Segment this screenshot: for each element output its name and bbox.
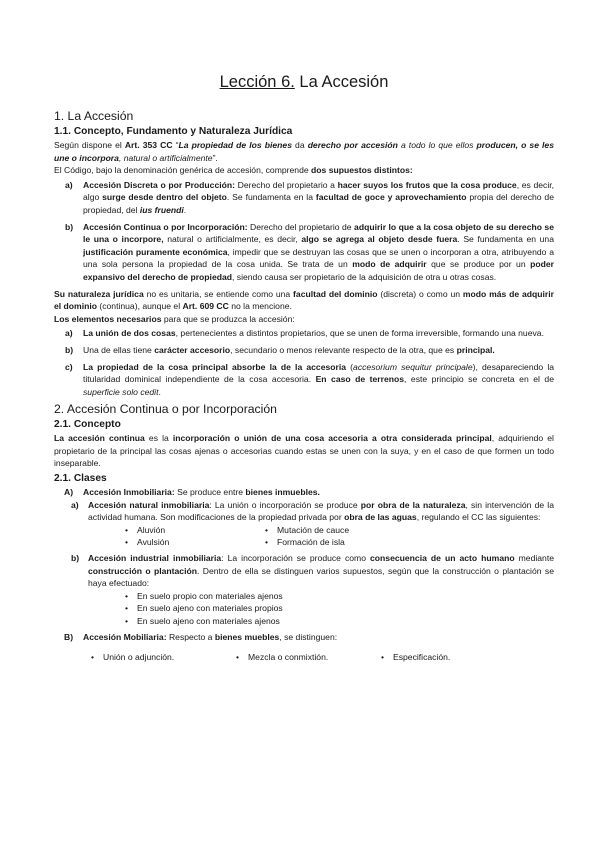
bullet-formacion: • Formación de isla (260, 536, 400, 549)
industrial-bullets (120, 590, 554, 628)
list-item-union: a) La unión de dos cosas, pertenecientes a distintos propietarios, que se unen de forma irreversible, formando una nueva. (65, 328, 544, 339)
clases-list (54, 486, 554, 664)
bullet-avulsion: • Avulsión (120, 536, 260, 549)
bullet-aluvion: • Aluvión (120, 524, 260, 537)
inmobiliaria-sublist (54, 499, 554, 628)
lesson-name: La Accesión (294, 73, 389, 91)
bullet-union: • Unión o adjunción. (86, 651, 231, 664)
supuestos-list (54, 179, 554, 284)
list-item-continua: b) Accesión Continua o por Incorporación: Derecho del propietario de adquirir lo que a la cosa objeto de su derecho se le una o incorpore, natural o artificialmente, es decir, algo se agrega al objeto desde fuera. Se fundamenta en una justificación puramente económica, impedir que se destruyan las cosas que se unen o incorporan a otra, atribuyendo a una sola persona la propiedad de la cosa unida. Se trata de un modo de adquirir que se produce por un poder expansivo del derecho de propiedad, siendo causa ser propietario de la adquisición de otra u otras cosas. (65, 221, 554, 282)
list-item-industrial-inmobiliaria: b) Accesión industrial inmobiliaria: La incorporación se produce como consecuencia de un acto humano mediante construcción o plantación. Dentro de ella se distinguen varios supuestos, según que la construcción o plantación se haya efectuado: • En suelo propio con materiales ajenos • En suelo ajeno con materiales propios • En suelo ajeno con materiales ajenos (54, 552, 554, 628)
list-item-natural-inmobiliaria: a) Accesión natural inmobiliaria: La unión o incorporación se produce por obra de la naturaleza, sin intervención de la actividad humana. Son modificaciones de la propiedad privada por obra de las aguas, regulando el CC las siguientes: • Aluvión • Mutación de cauce • Avulsión • Formación de isla (54, 499, 554, 549)
lesson-number: Lección 6. (219, 73, 295, 91)
list-item-mobiliaria: B) Accesión Mobiliaria: Respecto a bienes muebles, se distinguen: • Unión o adjunción. • Mezcla o conmixtión. • Especificación. (54, 631, 554, 664)
list-item-propiedad: c) La propiedad de la cosa principal absorbe la de la accesoria (accesorium sequitur principale), desapareciendo la titularidad dominical independiente de la cosa accesoria. En caso de terrenos, este principio se concreta en el de superficie solo cedit. (65, 361, 555, 397)
paragraph-elementos: Los elementos necesarios para que se produzca la accesión: (54, 313, 295, 324)
section-1-heading: 1. La Accesión (54, 109, 134, 123)
lesson-title (54, 72, 554, 92)
paragraph-accesion-continua: La accesión continua es la incorporación o unión de una cosa accesoria a otra considerada principal, adquiriendo el propietario de la principal las cosas ajenas o accesorias cuando estas se unen con la suya, y en el caso de que formen un todo inseparable. (54, 433, 554, 469)
section-2-heading: 2. Accesión Continua o por Incorporación (54, 402, 277, 417)
section-2-1-clases-heading: 2.1. Clases (54, 473, 107, 485)
paragraph-art-353: Según dispone el Art. 353 CC “La propiedad de los bienes da derecho por accesión a todo lo que ellos producen, o se les une o incorpora, natural o artificialmente”. (54, 140, 554, 163)
paragraph-naturaleza: Su naturaleza jurídica no es unitaria, se entiende como una facultad del dominio (discreta) o como un modo más de adquirir el dominio (continua), aunque el Art. 609 CC no la mencione. (54, 288, 554, 312)
list-item-accesorio: b) Una de ellas tiene carácter accesorio, secundario o menos relevante respecto de la otra, que es principal. (65, 344, 495, 355)
bullet-suelo-ajeno-ajenos: • En suelo ajeno con materiales ajenos (120, 615, 554, 628)
bullet-especificacion: • Especificación. (376, 651, 516, 664)
list-item-inmobiliaria: A) Accesión Inmobiliaria: Se produce entre bienes inmuebles. a) Accesión natural inmobiliaria: La unión o incorporación se produce por obra de la naturaleza, sin intervención de la actividad humana. Son modificaciones de la propiedad privada por obra de las aguas, regulando el CC las siguientes: • Aluvión • Mutación de cauce • Avulsión • Formación de isla b) Accesión industrial inmobiliaria: La incorporación se produce como consecuencia de un acto humano mediante construcción o plantación. Dentro de ella se distinguen varios supuestos, según que la construcción o plantación se haya efectuado: • En suelo propio con materiales ajenos • En suelo ajeno con materiales propios • En suelo ajeno con materiales ajenos (54, 486, 554, 628)
bullet-suelo-ajeno-propios: • En suelo ajeno con materiales propios (120, 602, 554, 615)
paragraph-dos-supuestos: El Código, bajo la denominación genérica de accesión, comprende dos supuestos distintos: (54, 165, 413, 176)
bullet-mezcla: • Mezcla o conmixtión. (231, 651, 376, 664)
section-2-1-concepto-heading: 2.1. Concepto (54, 419, 121, 431)
elementos-list (54, 327, 554, 398)
bullet-mutacion: • Mutación de cauce (260, 524, 400, 537)
natural-bullets (120, 524, 554, 549)
mobiliaria-bullets (86, 651, 554, 664)
bullet-suelo-propio: • En suelo propio con materiales ajenos (120, 590, 554, 603)
list-item-discreta: a) Accesión Discreta o por Producción: Derecho del propietario a hacer suyos los frutos que la cosa produce, es decir, algo surge desde dentro del objeto. Se fundamenta en la facultad de goce y aprovechamiento propia del derecho de propiedad, del ius fruendi. (65, 179, 555, 215)
section-1-1-heading: 1.1. Concepto, Fundamento y Naturaleza Jurídica (54, 126, 293, 137)
